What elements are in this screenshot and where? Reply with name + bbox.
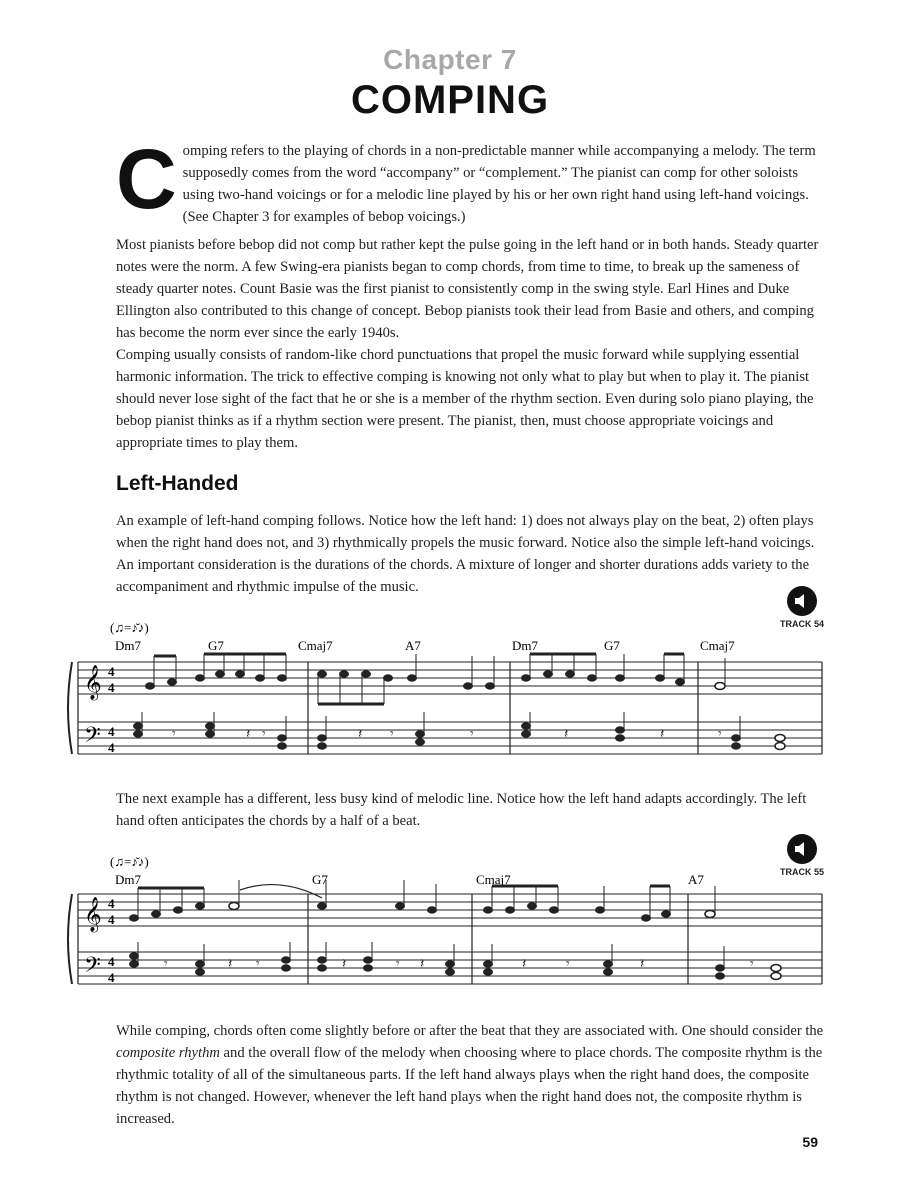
chord-symbol: G7 — [604, 638, 620, 653]
svg-text:𝄽: 𝄽 — [420, 957, 425, 972]
svg-text:𝄾: 𝄾 — [566, 957, 570, 972]
bass-staff — [78, 952, 822, 984]
chord-symbol: Cmaj7 — [476, 872, 511, 887]
section-paragraph-2: The next example has a different, less busy kind of melodic line. Notice how the left hand adapts accordingly. The left hand often anticipates the chords by a half of a beat. — [116, 791, 807, 829]
swing-marking: (♫=♪̆♪) — [110, 620, 149, 635]
chord-symbol: G7 — [312, 872, 328, 887]
intro-paragraph-3: Comping usually consists of random-like chord punctuations that propel the music forward while supplying essential harmonic information. The trick to effective comping is knowing not only what to play but when to play it. The pianist should never lose sight of the fact that he or she is a member of the rhythm section. Even during solo piano playing, the bebop pianist thinks as if a rhythm section were present. The pianist, then, must choose appropriate voicings and appropriate times to play them. — [116, 347, 814, 451]
track-label: TRACK 55 — [779, 867, 824, 877]
chapter-label: Chapter 7 — [383, 44, 517, 75]
swing-marking: (♫=♪̆♪) — [110, 854, 149, 869]
time-signature-top: 4 — [108, 724, 115, 739]
intro-paragraph-1-text: omping refers to the playing of chords in a non-predictable manner while accompanying a melody. The term supposedly comes from the word “accompany” or “complement.” The pianist can comp for other soloists using two-hand voicings or for a melodic line played by his or her own right hand using left-hand voicings. (See Chapter 3 for examples of bebop voicings.) — [182, 143, 816, 225]
chord-symbol: Dm7 — [115, 638, 141, 653]
svg-text:𝄾: 𝄾 — [262, 727, 266, 742]
svg-text:𝄽: 𝄽 — [640, 957, 645, 972]
svg-text:𝄾: 𝄾 — [256, 957, 260, 972]
svg-text:𝄽: 𝄽 — [342, 957, 347, 972]
page-number: 59 — [802, 1134, 818, 1150]
time-signature-top: 4 — [108, 664, 115, 679]
intro-paragraph-2: Most pianists before bebop did not comp but rather kept the pulse going in the left hand or in both hands. Steady quarter notes were the norm. A few Swing-era pianists began to comp chords, from time to time, to break up the sameness of steady quarter notes. Count Basie was the first pianist to consistently comp in the swing style. Earl Hines and Duke Ellington also contributed to this change of concept. Bebop pianists took their lead from Basie and others, and comping has become the norm ever since the early 1940s. — [116, 237, 819, 341]
track-label: TRACK 54 — [779, 619, 824, 629]
svg-text:𝄽: 𝄽 — [246, 727, 251, 742]
chord-symbol: A7 — [688, 872, 704, 887]
bass-staff — [78, 722, 822, 754]
svg-text:𝄾: 𝄾 — [172, 727, 176, 742]
chord-symbol: G7 — [208, 638, 224, 653]
time-signature-bottom: 4 — [108, 740, 115, 755]
svg-text:𝄾: 𝄾 — [750, 957, 754, 972]
time-signature-top: 4 — [108, 896, 115, 911]
svg-text:𝄽: 𝄽 — [564, 727, 569, 742]
bass-clef-icon: 𝄢 — [84, 953, 101, 982]
drop-cap: C — [116, 132, 177, 226]
svg-text:𝄾: 𝄾 — [718, 727, 722, 742]
barlines — [78, 662, 822, 754]
section-paragraph-3 — [116, 1020, 826, 1130]
section-paragraph-1: An example of left-hand comping follows. Notice how the left hand: 1) does not always play on the beat, 2) often plays when the right hand does not, and 3) rhythmically propels the music forward. Notice also the simple left-hand voicings. An important consideration is the durations of the chords. A mixture of longer and shorter durations adds variety to the accompaniment and rhythmic impulse of the music. — [116, 513, 815, 595]
svg-text:𝄾: 𝄾 — [164, 957, 168, 972]
treble-staff — [78, 662, 822, 694]
melody-notes — [130, 880, 716, 921]
bass-notes — [134, 712, 786, 750]
music-example-1 — [60, 612, 840, 792]
time-signature-top: 4 — [108, 954, 115, 969]
brace — [68, 662, 72, 754]
svg-text:𝄽: 𝄽 — [522, 957, 527, 972]
svg-text:𝄽: 𝄽 — [228, 957, 233, 972]
svg-text:𝄽: 𝄽 — [660, 727, 665, 742]
chord-symbol: Cmaj7 — [700, 638, 735, 653]
svg-text:𝄾: 𝄾 — [470, 727, 474, 742]
svg-text:𝄾: 𝄾 — [396, 957, 400, 972]
time-signature-bottom: 4 — [108, 680, 115, 695]
rests — [164, 957, 754, 972]
treble-clef-icon: 𝄞 — [84, 666, 102, 699]
music-example-2 — [60, 846, 840, 1016]
intro-paragraph-1 — [116, 132, 826, 228]
chord-symbol: Cmaj7 — [298, 638, 333, 653]
rests — [172, 727, 722, 742]
chord-symbol: Dm7 — [115, 872, 141, 887]
svg-text:𝄽: 𝄽 — [358, 727, 363, 742]
time-signature-bottom: 4 — [108, 970, 115, 985]
treble-clef-icon: 𝄞 — [84, 898, 102, 931]
time-signature-bottom: 4 — [108, 912, 115, 927]
svg-text:𝄾: 𝄾 — [390, 727, 394, 742]
chapter-title: COMPING — [350, 78, 550, 122]
paragraph-text: and the overall flow of the melody when choosing where to place chords. The composite rhythm is the rhythmic totality of all of the simultaneous parts. If the left hand always plays when the right hand does, the composite rhythm is not changed. However, whenever the left hand plays when the right hand does not, the composite rhythm is increased. — [116, 1045, 823, 1127]
chord-symbol: A7 — [405, 638, 421, 653]
section-heading: Left-Handed — [116, 472, 239, 495]
chord-symbol: Dm7 — [512, 638, 538, 653]
paragraph-text: While comping, chords often come slightly before or after the beat that they are associated with. One should consider the — [116, 1023, 824, 1039]
brace — [68, 894, 72, 984]
emphasis-term: composite rhythm — [116, 1045, 220, 1061]
bass-clef-icon: 𝄢 — [84, 723, 101, 752]
